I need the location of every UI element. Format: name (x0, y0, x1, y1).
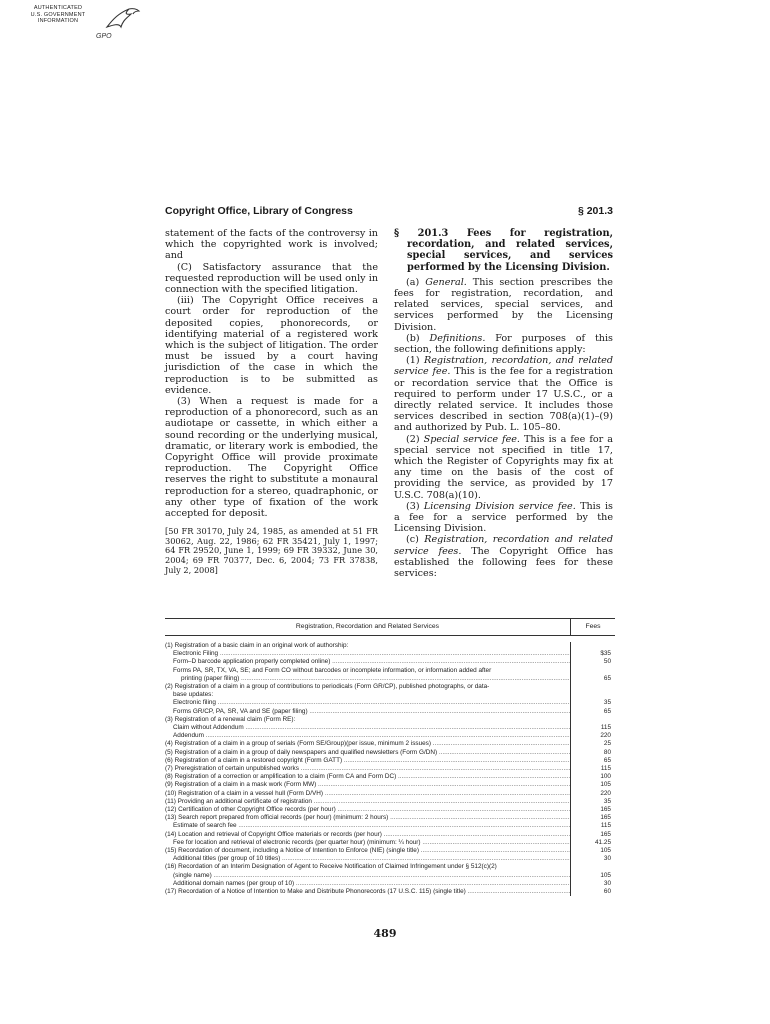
eagle-icon (103, 5, 143, 35)
table-row (165, 749, 615, 757)
page-number: 489 (373, 927, 397, 940)
table-row (165, 814, 615, 822)
left-column (165, 228, 378, 575)
table-row (165, 732, 615, 740)
fee-amount: 65 (603, 756, 611, 764)
fee-amount: $35 (600, 650, 611, 658)
fee-item-label: (13) Search report prepared from official records (per hour) (minimum: 2 hours) ..... (165, 814, 571, 822)
paragraph-1 (394, 355, 613, 433)
fee-item-label: base updates: (165, 691, 571, 699)
gpo-authentication-seal (28, 5, 143, 47)
fee-amount: 115 (600, 724, 611, 732)
fee-amount: 50 (603, 658, 611, 666)
fee-item-label: (3) Registration of a renewal claim (Form RE): (165, 716, 571, 724)
table-row (165, 855, 615, 863)
fee-amount: 65 (603, 674, 611, 682)
fee-item-label: printing (paper filing) ..... (165, 675, 571, 683)
fee-item-label: (17) Recordation of a Notice of Intention to Make and Distribute Phonorecords (17 U.S.C. 115) (single title) ..... (165, 888, 571, 896)
table-row (165, 650, 615, 658)
fee-item-label: (1) Registration of a basic claim in an original work of authorship: (165, 642, 571, 650)
table-row (165, 773, 615, 781)
fee-amount: 25 (603, 740, 611, 748)
fee-amount: 80 (603, 748, 611, 756)
fee-amount: 60 (603, 888, 611, 896)
table-row (165, 822, 615, 830)
paragraph-a-label: (a) (406, 276, 420, 288)
paragraph-1-text: This is the fee for a registration or recordation service that the Office is required to perform under 17 U.S.C., or a directly related service. It includes those services described in section 708(a)(1)–(9) and authorized by Pub. L. 105–80. (394, 366, 613, 434)
table-row (165, 847, 615, 855)
paragraph-2-term: Special service fee. (423, 433, 520, 445)
left-paragraph: statement of the facts of the controversy in which the copyrighted work is involved; and (165, 228, 378, 262)
table-row (165, 658, 615, 666)
section-heading: § 201.3 Fees for registration, recordation, and related services, special services, and services performed by the Licensing Division. (394, 228, 613, 273)
fee-amount: 220 (600, 789, 611, 797)
fee-table (165, 618, 615, 896)
paragraph-3 (394, 501, 613, 535)
fee-item-label: (7) Preregistration of certain unpublished works ..... (165, 765, 571, 773)
table-row (165, 675, 615, 683)
table-row (165, 863, 615, 871)
table-row (165, 667, 615, 675)
fee-amount: 165 (600, 806, 611, 814)
paragraph-a-term: General. (425, 276, 467, 288)
table-row (165, 724, 615, 732)
amendment-citation: [50 FR 30170, July 24, 1985, as amended at 51 FR 30062, Aug. 22, 1986; 62 FR 35421, July 1, 1997; 64 FR 29520, June 1, 1999; 69 FR 39332, June 30, 2004; 69 FR 70377, Dec. 6, 2004; 73 FR 37838, July 2, 2008] (165, 526, 378, 575)
running-header (165, 205, 613, 221)
fee-table-body (165, 642, 615, 896)
fee-amount: 30 (603, 855, 611, 863)
fee-item-label: (16) Recordation of an Interim Designation of Agent to Receive Notification of Claimed Infringement under § 512(c)(2) (165, 863, 571, 871)
fee-item-label: Estimate of search fee ..... (165, 822, 571, 830)
paragraph-a-text: This section prescribes the fees for registration, recordation, and related services, special services, and services performed by the Licensing Division. (394, 276, 613, 333)
paragraph-1-label: (1) (406, 355, 420, 367)
fee-item-label: Additional titles (per group of 10 titles) ..... (165, 855, 571, 863)
table-row (165, 798, 615, 806)
paragraph-3-term: Licensing Division service fee. (423, 500, 576, 512)
fee-item-label: (2) Registration of a claim in a group of contributions to periodicals (Form GR/CP), published photographs, or data- (165, 683, 571, 691)
table-row (165, 757, 615, 765)
fee-amount: 35 (603, 699, 611, 707)
fee-amount: 100 (600, 773, 611, 781)
gpo-line-1: AUTHENTICATED (33, 5, 83, 11)
column-header-fees: Fees (585, 622, 601, 630)
paragraph-1-term: Registration, recordation, and related service fee. (394, 355, 613, 378)
paragraph-c-label: (c) (406, 534, 419, 546)
fee-amount: 105 (600, 847, 611, 855)
table-row (165, 888, 615, 896)
fee-item-label: (8) Registration of a correction or amplification to a claim (Form CA and Form DC) ..... (165, 773, 571, 781)
header-agency: Copyright Office, Library of Congress (165, 205, 353, 217)
table-row (165, 740, 615, 748)
fee-item-label: Additional domain names (per group of 10) ..... (165, 880, 571, 888)
paragraph-a (394, 277, 613, 333)
fee-amount: 115 (600, 822, 611, 830)
table-row (165, 806, 615, 814)
table-row (165, 716, 615, 724)
fee-amount: 41.25 (595, 838, 611, 846)
fee-amount: 35 (603, 797, 611, 805)
fee-amount: 30 (603, 879, 611, 887)
header-section: § 201.3 (577, 205, 613, 217)
gpo-line-2: U.S. GOVERNMENT (30, 11, 86, 18)
fee-item-label: Forms PA, SR, TX, VA, SE; and Form CO without barcodes or incomplete information, or information added after (165, 667, 571, 675)
paragraph-b-label: (b) (406, 332, 420, 344)
fee-amount: 220 (600, 732, 611, 740)
table-row (165, 699, 615, 707)
fee-item-label: Claim without Addendum ..... (165, 724, 571, 732)
fee-item-label: Electronic Filing ..... (165, 650, 571, 658)
table-row (165, 839, 615, 847)
fee-item-label: Fee for location and retrieval of electronic records (per quarter hour) (minimum: ¼ hour) ..... (165, 839, 571, 847)
fee-amount: 115 (600, 765, 611, 773)
fee-item-label: (6) Registration of a claim in a restored copyright (Form GATT) ..... (165, 757, 571, 765)
fee-item-label: (15) Recordation of document, including a Notice of Intention to Enforce (NIE) (single title) ..... (165, 847, 571, 855)
right-column (394, 228, 613, 579)
paragraph-c (394, 534, 613, 579)
table-row (165, 683, 615, 691)
paragraph-2 (394, 434, 613, 501)
column-header-services: Registration, Recordation and Related Services (165, 619, 571, 635)
fee-item-label: (12) Certification of other Copyright Office records (per hour) ..... (165, 806, 571, 814)
fee-amount: 165 (600, 814, 611, 822)
left-paragraph: (C) Satisfactory assurance that the requested reproduction will be used only in connection with the specified litigation. (165, 261, 378, 296)
fee-item-label: Form–D barcode application properly completed online) ..... (165, 658, 571, 666)
table-row (165, 765, 615, 773)
table-row (165, 708, 615, 716)
fee-item-label: Addendum ..... (165, 732, 571, 740)
table-row (165, 790, 615, 798)
fee-item-label: (10) Registration of a claim in a vessel hull (Form D/VH) ..... (165, 790, 571, 798)
fee-item-label: (14) Location and retrieval of Copyright Office materials or records (per hour) ..... (165, 831, 571, 839)
fee-amount: 105 (600, 871, 611, 879)
fee-item-label: (11) Providing an additional certificate of registration ..... (165, 798, 571, 806)
gpo-line-3: INFORMATION (37, 18, 79, 24)
left-paragraph: (iii) The Copyright Office receives a court order for reproduction of the deposited copies, phonorecords, or identifying material of a registered work which is the subject of litigation. The order must be issued by a court having jurisdiction of the case in which the reproduction is to be submitted as evidence. (165, 295, 378, 396)
fee-item-label: (single name) ..... (165, 872, 571, 880)
table-row (165, 880, 615, 888)
paragraph-3-text: This is a fee for a service performed by the Licensing Division. (394, 500, 613, 535)
paragraph-b (394, 333, 613, 355)
fee-item-label: Electronic filing ..... (165, 699, 571, 707)
fee-amount: 105 (600, 781, 611, 789)
fee-item-label: (4) Registration of a claim in a group of serials (Form SE/Group)(per issue, minimum 2 issues) ..... (165, 740, 571, 748)
fee-item-label: Forms GR/CP, PA, SR, VA and SE (paper filing) ..... (165, 708, 571, 716)
table-row (165, 872, 615, 880)
paragraph-3-label: (3) (406, 500, 420, 512)
table-row (165, 781, 615, 789)
paragraph-c-term: Registration, recordation and related service fees. (394, 534, 613, 557)
left-paragraph: (3) When a request is made for a reproduction of a phonorecord, such as an audiotape or cassette, in which either a sound recording or the underlying musical, dramatic, or literary work is embodied, the Copyright Office will provide proximate reproduction. The Copyright Office reserves the right to substitute a monaural reproduction for a stereo, quadraphonic, or any other type of fixation of the work accepted for deposit. (165, 396, 378, 520)
paragraph-2-text: This is a fee for a special service not specified in title 17, which the Register of Copyrights may fix at any time on the basis of the cost of providing the service, as provided by 17 U.S.C. 708(a)(10). (394, 433, 613, 501)
gpo-code: GPO (96, 33, 112, 40)
fee-item-label: (9) Registration of a claim in a mask work (Form MW) ..... (165, 781, 571, 789)
fee-table-header (165, 618, 615, 636)
paragraph-b-term: Definitions. (429, 332, 486, 344)
paragraph-b-text: For purposes of this section, the following definitions apply: (394, 332, 613, 356)
fee-item-label: (5) Registration of a claim in a group of daily newspapers and qualified newsletters (Form G/DN) ..... (165, 749, 571, 757)
fee-amount: 65 (603, 707, 611, 715)
table-row (165, 831, 615, 839)
paragraph-2-label: (2) (406, 433, 420, 445)
table-row (165, 642, 615, 650)
table-row (165, 691, 615, 699)
fee-amount: 165 (600, 830, 611, 838)
paragraph-c-text: The Copyright Office has established the following fees for these services: (394, 545, 613, 580)
